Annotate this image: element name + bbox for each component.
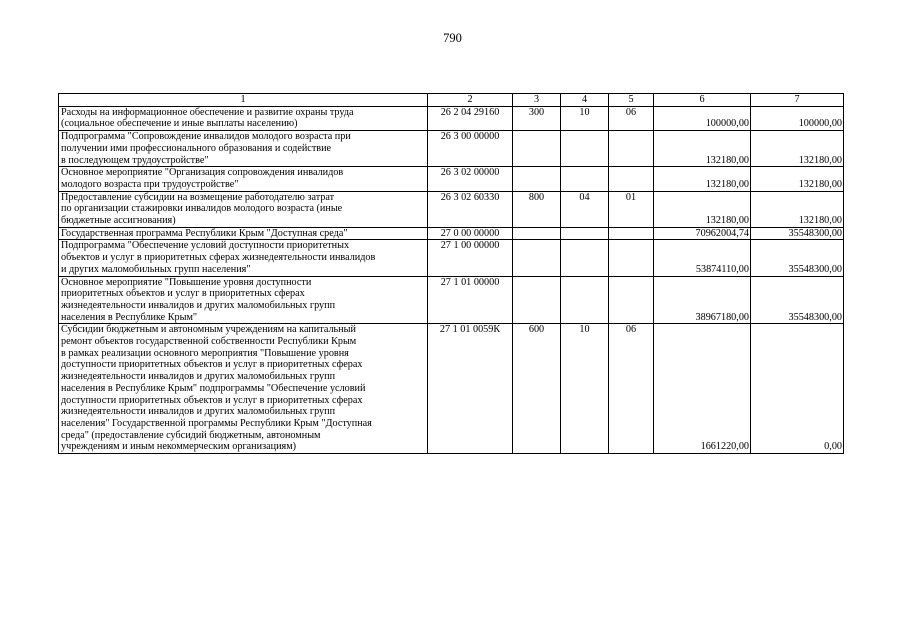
row-name-line: в рамках реализации основного мероприятия "Повышение уровня [61,347,349,359]
row-sum7-cell: 132180,00 [751,167,844,191]
row-name-cell [59,106,428,130]
row-name-line: среда" (предоставление субсидий бюджетным, автономным [61,429,321,441]
table-row [59,106,844,130]
row-sum6-cell: 132180,00 [654,131,751,167]
page-number: 790 [443,31,462,45]
table-row [59,131,844,167]
row-col3-cell [513,276,561,324]
row-name-line: жизнедеятельности инвалидов и других маломобильных групп [61,406,336,418]
row-name-cell [59,276,428,324]
row-col3-cell: 800 [513,191,561,227]
row-name-line: населения в Республике Крым" [61,311,198,323]
row-col5-cell [609,227,654,240]
row-col5-cell [609,276,654,324]
row-code-cell: 26 3 02 60330 [428,191,513,227]
row-name-cell [59,240,428,276]
row-code-cell: 26 3 00 00000 [428,131,513,167]
row-col5-cell: 06 [609,106,654,130]
table-body [59,94,844,454]
row-code-cell: 26 3 02 00000 [428,167,513,191]
header-col-2: 2 [428,94,513,107]
row-col4-cell [561,227,609,240]
row-name-line: и других маломобильных групп населения" [61,263,251,275]
row-name-cell [59,167,428,191]
table-row [59,191,844,227]
table-row [59,324,844,454]
row-name-line: бюджетные ассигнования) [61,215,176,227]
row-code-cell: 27 1 00 00000 [428,240,513,276]
row-name-line: (социальное обеспечение и иные выплаты населению) [61,118,298,130]
row-name-line: приоритетных объектов и услуг в приоритетных сферах [61,288,305,300]
row-sum6-cell: 53874110,00 [654,240,751,276]
row-name-line: Подпрограмма "Сопровождение инвалидов молодого возраста при [61,131,351,143]
row-sum7-cell: 132180,00 [751,191,844,227]
row-name-line: населения" Государственной программы Республики Крым "Доступная [61,417,372,429]
row-name-line: Предоставление субсидии на возмещение работодателю затрат [61,191,335,203]
row-col3-cell [513,131,561,167]
row-col4-cell [561,167,609,191]
row-sum7-cell: 35548300,00 [751,240,844,276]
table-row [59,276,844,324]
row-name-line: Государственная программа Республики Крым "Доступная среда" [61,227,348,239]
row-sum6-cell: 1661220,00 [654,324,751,454]
row-name-line: Основное мероприятие "Повышение уровня доступности [61,276,312,288]
table-row [59,227,844,240]
row-col5-cell: 01 [609,191,654,227]
row-code-cell: 27 1 01 0059К [428,324,513,454]
row-col5-cell [609,167,654,191]
header-col-5: 5 [609,94,654,107]
header-col-3: 3 [513,94,561,107]
row-sum6-cell: 38967180,00 [654,276,751,324]
header-col-6: 6 [654,94,751,107]
row-name-line: доступности приоритетных объектов и услуг в приоритетных сферах [61,359,363,371]
row-col4-cell [561,131,609,167]
row-name-line: объектов и услуг в приоритетных сферах жизнедеятельности инвалидов [61,252,376,264]
row-code-cell: 27 1 01 00000 [428,276,513,324]
row-col3-cell [513,227,561,240]
row-name-line: Расходы на информационное обеспечение и развитие охраны труда [61,106,354,118]
table-row [59,240,844,276]
row-name-line: в последующем трудоустройстве" [61,154,209,166]
header-col-4: 4 [561,94,609,107]
row-col4-cell: 04 [561,191,609,227]
row-col3-cell [513,240,561,276]
row-name-cell [59,324,428,454]
budget-table [58,93,844,454]
row-name-cell [59,227,428,240]
row-sum6-cell: 100000,00 [654,106,751,130]
row-name-line: Основное мероприятие "Организация сопровождения инвалидов [61,167,344,179]
row-name-line: населения в Республике Крым" подпрограммы "Обеспечение условий [61,382,366,394]
header-col-1: 1 [59,94,428,107]
row-name-line: ремонт объектов государственной собственности Республики Крым [61,336,357,348]
header-row [59,94,844,107]
header-col-7: 7 [751,94,844,107]
row-col4-cell: 10 [561,324,609,454]
row-name-line: по организации стажировки инвалидов молодого возраста (иные [61,203,343,215]
row-sum6-cell: 132180,00 [654,191,751,227]
row-col5-cell [609,131,654,167]
row-sum7-cell: 35548300,00 [751,227,844,240]
row-name-line: жизнедеятельности инвалидов и других маломобильных групп [61,299,336,311]
row-name-line: учреждениям и иным некоммерческим организациям) [61,441,297,453]
row-sum7-cell: 100000,00 [751,106,844,130]
row-name-line: Подпрограмма "Обеспечение условий доступности приоритетных [61,240,350,252]
row-name-line: Субсидии бюджетным и автономным учреждениям на капитальный [61,324,356,336]
row-col4-cell [561,240,609,276]
row-col4-cell: 10 [561,106,609,130]
row-sum6-cell: 70962004,74 [654,227,751,240]
row-name-line: доступности приоритетных объектов и услуг в приоритетных сферах [61,394,363,406]
row-col5-cell [609,240,654,276]
row-name-cell [59,131,428,167]
table-row [59,167,844,191]
row-col5-cell: 06 [609,324,654,454]
row-col3-cell: 600 [513,324,561,454]
row-sum7-cell: 0,00 [751,324,844,454]
row-col3-cell: 300 [513,106,561,130]
row-name-line: получении ими профессионального образования и содействие [61,142,332,154]
row-sum7-cell: 132180,00 [751,131,844,167]
row-sum6-cell: 132180,00 [654,167,751,191]
row-col3-cell [513,167,561,191]
row-code-cell: 26 2 04 29160 [428,106,513,130]
row-name-line: молодого возраста при трудоустройстве" [61,178,239,190]
row-name-line: жизнедеятельности инвалидов и других маломобильных групп [61,371,336,383]
row-sum7-cell: 35548300,00 [751,276,844,324]
row-code-cell: 27 0 00 00000 [428,227,513,240]
row-name-cell [59,191,428,227]
row-col4-cell [561,276,609,324]
